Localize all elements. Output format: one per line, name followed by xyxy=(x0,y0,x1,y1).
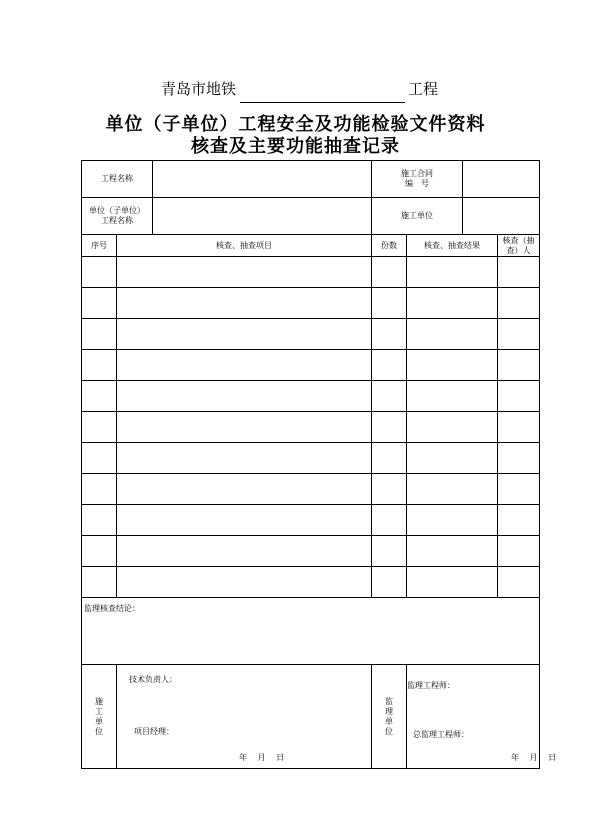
row-copies[interactable] xyxy=(372,474,407,505)
row-copies[interactable] xyxy=(372,257,407,288)
row-checker[interactable] xyxy=(498,536,539,566)
row-result-checker xyxy=(407,319,540,350)
row-seq[interactable] xyxy=(82,505,117,536)
contract-no-label-2: 编 号 xyxy=(405,179,429,188)
row-items[interactable] xyxy=(117,288,372,319)
row-checker[interactable] xyxy=(498,381,539,411)
row-checker[interactable] xyxy=(498,288,539,318)
row-items[interactable] xyxy=(117,257,372,288)
row-copies[interactable] xyxy=(372,536,407,567)
row-result[interactable] xyxy=(407,474,498,504)
row-checker[interactable] xyxy=(498,412,539,442)
row-seq[interactable] xyxy=(82,443,117,474)
project-name-label-cell xyxy=(82,161,153,198)
row-items[interactable] xyxy=(117,474,372,505)
table-row xyxy=(82,505,540,536)
construction-unit-vertical-label-cell xyxy=(82,665,117,769)
conclusion-label: 监理核查结论： xyxy=(84,604,140,613)
row-items[interactable] xyxy=(117,505,372,536)
unit-name-label-1: 单位（子单位） xyxy=(89,206,145,215)
supervision-unit-vertical-label: 监理单位 xyxy=(385,696,393,736)
row-result[interactable] xyxy=(407,567,498,597)
table-row xyxy=(82,350,540,381)
row-result[interactable] xyxy=(407,257,498,287)
construction-unit-field[interactable] xyxy=(463,198,540,235)
row-checker[interactable] xyxy=(498,319,539,349)
row-result-checker xyxy=(407,567,540,598)
row-seq[interactable] xyxy=(82,474,117,505)
row-result[interactable] xyxy=(407,319,498,349)
row-copies[interactable] xyxy=(372,412,407,443)
row-result-checker xyxy=(407,257,540,288)
row-copies[interactable] xyxy=(372,505,407,536)
col-header-seq: 序号 xyxy=(82,235,117,257)
construction-unit-label: 施工单位 xyxy=(401,211,433,220)
row-result-checker xyxy=(407,412,540,443)
supervision-unit-vertical-label-cell xyxy=(372,665,407,769)
row-result[interactable] xyxy=(407,536,498,566)
table-row xyxy=(82,288,540,319)
construction-unit-vertical-label: 施工单位 xyxy=(95,696,103,736)
row-copies[interactable] xyxy=(372,443,407,474)
row-items[interactable] xyxy=(117,443,372,474)
unit-name-field[interactable] xyxy=(153,198,372,235)
row-seq[interactable] xyxy=(82,381,117,412)
row-copies[interactable] xyxy=(372,567,407,598)
row-seq[interactable] xyxy=(82,567,117,598)
project-manager-label: 项目经理： xyxy=(134,727,174,736)
row-result-checker xyxy=(407,381,540,412)
row-items[interactable] xyxy=(117,350,372,381)
row-items[interactable] xyxy=(117,536,372,567)
row-seq[interactable] xyxy=(82,350,117,381)
project-name-label: 工程名称 xyxy=(101,174,133,183)
conclusion-cell[interactable] xyxy=(82,598,540,665)
row-seq[interactable] xyxy=(82,288,117,319)
construction-signature-cell[interactable] xyxy=(117,665,372,769)
row-copies[interactable] xyxy=(372,319,407,350)
row-result-checker xyxy=(407,350,540,381)
unit-name-label-cell xyxy=(82,198,153,235)
header-suffix: 工程 xyxy=(408,80,439,98)
contract-no-field[interactable] xyxy=(463,161,540,198)
project-name-field[interactable] xyxy=(153,161,372,198)
row-result[interactable] xyxy=(407,288,498,318)
table-row xyxy=(82,257,540,288)
col-header-copies: 份数 xyxy=(372,235,407,257)
row-seq[interactable] xyxy=(82,257,117,288)
row-items[interactable] xyxy=(117,567,372,598)
row-seq[interactable] xyxy=(82,319,117,350)
row-copies[interactable] xyxy=(372,288,407,319)
table-row xyxy=(82,567,540,598)
row-result[interactable] xyxy=(407,412,498,442)
col-header-items: 核查、抽查项目 xyxy=(117,235,372,257)
record-form xyxy=(81,160,557,769)
row-copies[interactable] xyxy=(372,381,407,412)
row-seq[interactable] xyxy=(82,412,117,443)
row-result[interactable] xyxy=(407,505,498,535)
chief-engineer-label: 总监理工程师： xyxy=(413,730,469,739)
contract-no-label-1: 施工合同 xyxy=(401,169,433,178)
title-line-1: 单位（子单位）工程安全及功能检验文件资料 xyxy=(105,114,486,135)
contract-no-label-cell xyxy=(372,161,463,198)
row-result[interactable] xyxy=(407,381,498,411)
row-checker[interactable] xyxy=(498,567,539,597)
row-seq[interactable] xyxy=(82,536,117,567)
row-checker[interactable] xyxy=(498,443,539,473)
row-checker[interactable] xyxy=(498,257,539,287)
table-row xyxy=(82,536,540,567)
table-row xyxy=(82,474,540,505)
row-items[interactable] xyxy=(117,319,372,350)
col-header-checker: 核查（抽查）人 xyxy=(502,235,535,255)
col-header-result: 核查、抽查结果 xyxy=(407,235,498,256)
table-row xyxy=(82,443,540,474)
unit-name-label-2: 工程名称 xyxy=(101,216,133,225)
construction-unit-label-cell xyxy=(372,198,463,235)
row-checker[interactable] xyxy=(498,505,539,535)
header-underline xyxy=(240,102,405,103)
row-result-checker xyxy=(407,474,540,505)
table-row xyxy=(82,319,540,350)
row-items[interactable] xyxy=(117,412,372,443)
table-row xyxy=(82,381,540,412)
supervising-engineer-label: 监理工程师： xyxy=(407,681,455,690)
supervision-signature-cell[interactable] xyxy=(407,665,557,769)
row-checker[interactable] xyxy=(498,474,539,504)
row-copies[interactable] xyxy=(372,350,407,381)
row-result-checker xyxy=(407,443,540,474)
title-line-2: 核查及主要功能抽查记录 xyxy=(191,136,400,157)
row-result-checker xyxy=(407,536,540,567)
table-row xyxy=(82,412,540,443)
row-checker[interactable] xyxy=(498,350,539,380)
date-left: 年 月 日 xyxy=(239,753,285,762)
date-right: 年 月 日 xyxy=(511,753,557,762)
row-items[interactable] xyxy=(117,381,372,412)
col-header-result-checker xyxy=(407,235,540,257)
row-result-checker xyxy=(407,505,540,536)
row-result-checker xyxy=(407,288,540,319)
header-prefix: 青岛市地铁 xyxy=(161,80,237,98)
row-result[interactable] xyxy=(407,350,498,380)
row-result[interactable] xyxy=(407,443,498,473)
tech-lead-label: 技术负责人： xyxy=(129,675,177,684)
